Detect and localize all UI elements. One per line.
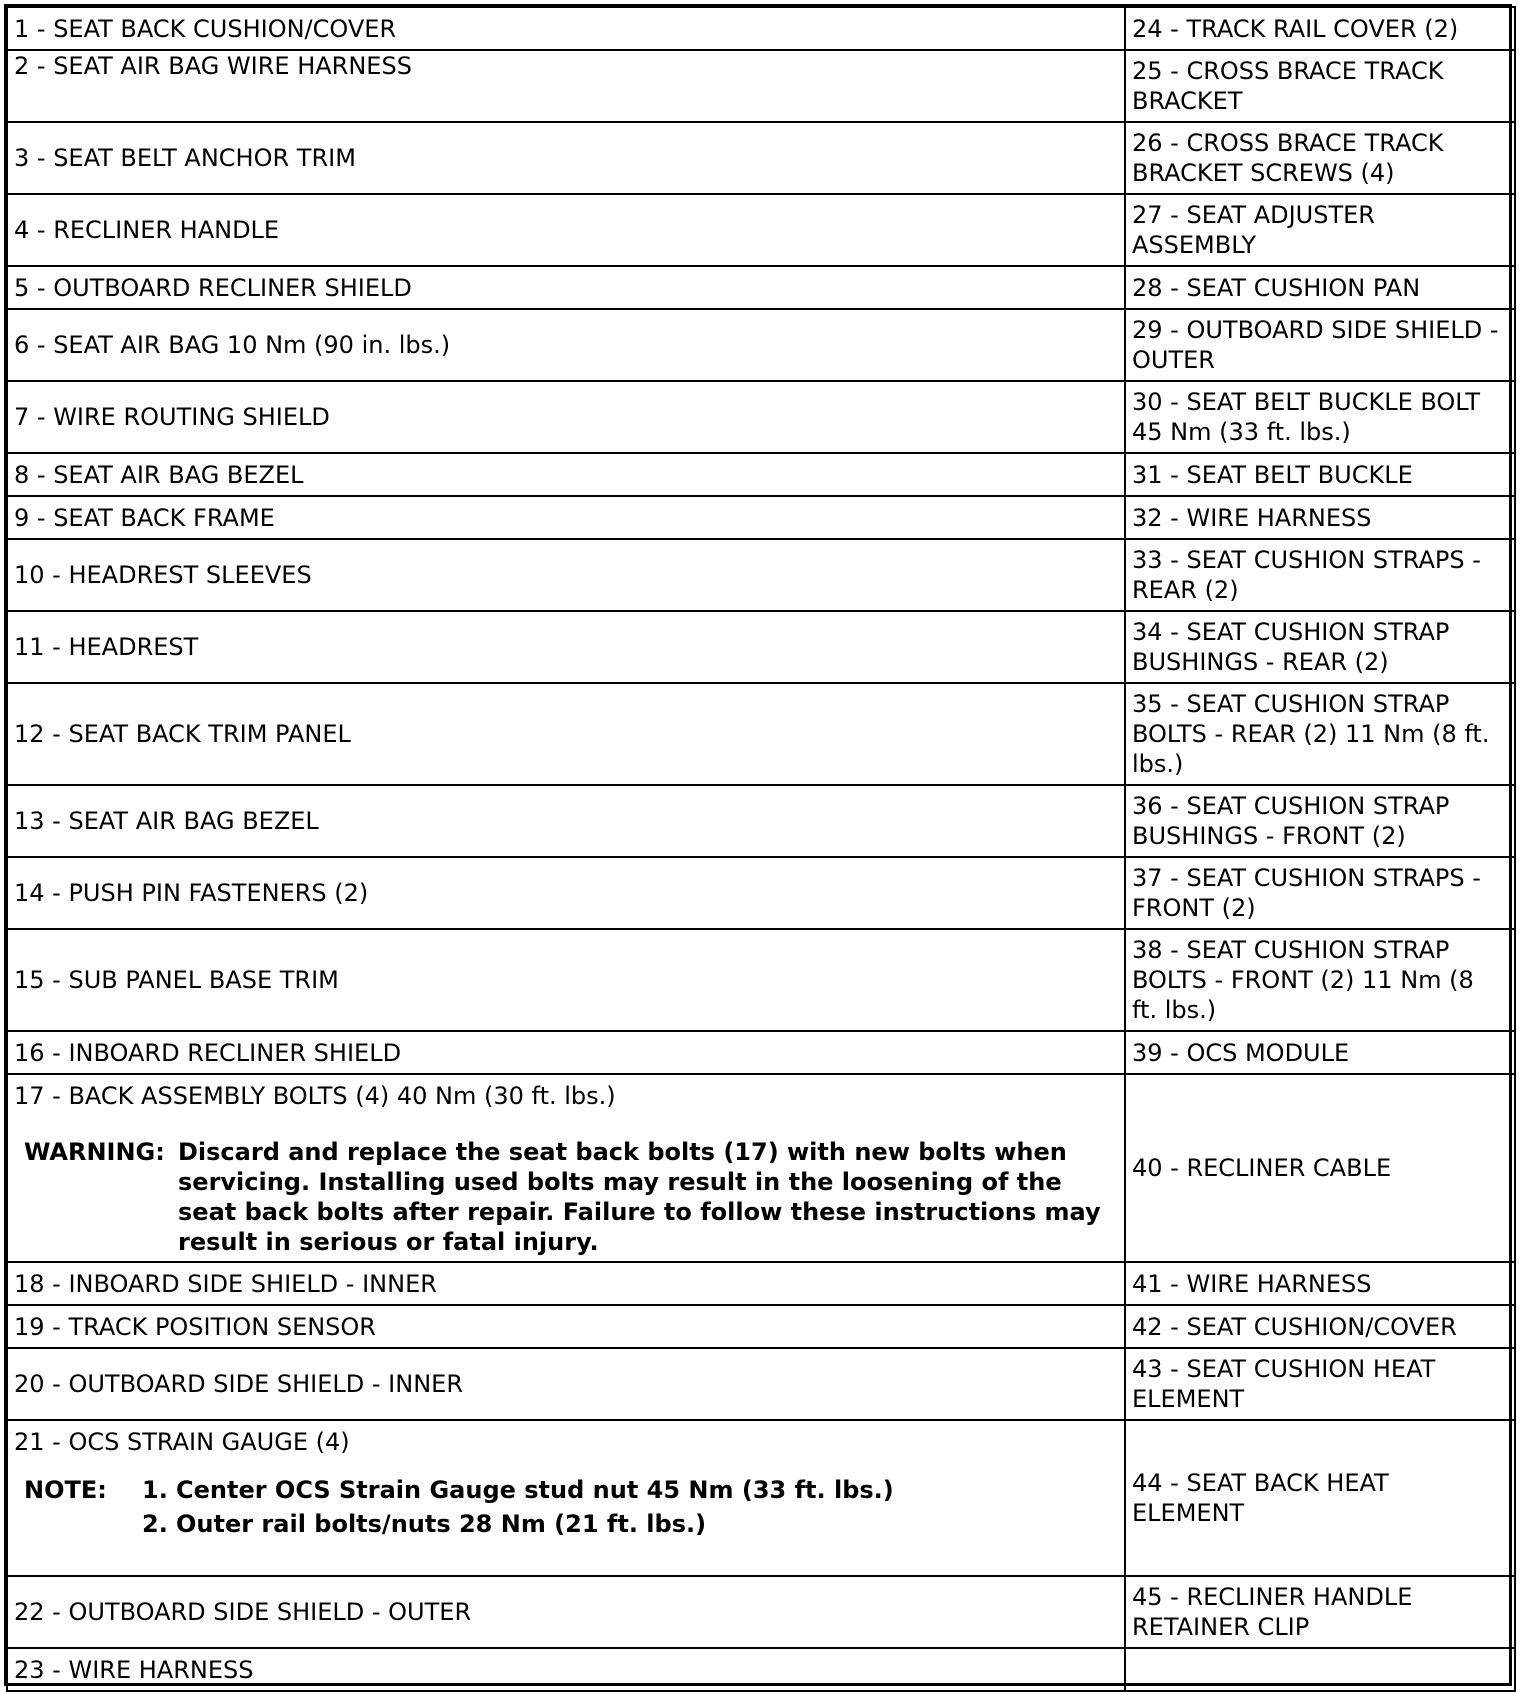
part-label: 33 - SEAT CUSHION STRAPS - REAR (2) bbox=[1125, 539, 1515, 611]
part-label: 37 - SEAT CUSHION STRAPS - FRONT (2) bbox=[1125, 857, 1515, 929]
part-label: 34 - SEAT CUSHION STRAP BUSHINGS - REAR (2) bbox=[1125, 611, 1515, 683]
note-number: 2. bbox=[142, 1510, 168, 1538]
note-number: 1. bbox=[142, 1476, 168, 1504]
part-cell-with-note bbox=[7, 1420, 1125, 1576]
table-row bbox=[7, 683, 1515, 785]
part-label: 35 - SEAT CUSHION STRAP BOLTS - REAR (2) 11 Nm (8 ft. lbs.) bbox=[1125, 683, 1515, 785]
note-block bbox=[24, 1475, 1116, 1539]
part-label: 27 - SEAT ADJUSTER ASSEMBLY bbox=[1125, 194, 1515, 266]
parts-legend-table bbox=[6, 6, 1516, 1692]
part-label: 8 - SEAT AIR BAG BEZEL bbox=[7, 453, 1125, 496]
table-row bbox=[7, 7, 1515, 50]
part-label: 7 - WIRE ROUTING SHIELD bbox=[7, 381, 1125, 453]
part-label: 11 - HEADREST bbox=[7, 611, 1125, 683]
part-label: 38 - SEAT CUSHION STRAP BOLTS - FRONT (2) 11 Nm (8 ft. lbs.) bbox=[1125, 929, 1515, 1031]
table-row bbox=[7, 453, 1515, 496]
part-label: 17 - BACK ASSEMBLY BOLTS (4) 40 Nm (30 ft. lbs.) bbox=[14, 1082, 616, 1110]
part-label: 16 - INBOARD RECLINER SHIELD bbox=[7, 1031, 1125, 1074]
part-label: 21 - OCS STRAIN GAUGE (4) bbox=[14, 1428, 350, 1456]
part-label: 1 - SEAT BACK CUSHION/COVER bbox=[7, 7, 1125, 50]
part-label: 43 - SEAT CUSHION HEAT ELEMENT bbox=[1125, 1348, 1515, 1420]
table-row bbox=[7, 496, 1515, 539]
part-label bbox=[1125, 1648, 1515, 1691]
part-label: 23 - WIRE HARNESS bbox=[7, 1648, 1125, 1691]
part-label: 22 - OUTBOARD SIDE SHIELD - OUTER bbox=[7, 1576, 1125, 1648]
warning-text: Discard and replace the seat back bolts (17) with new bolts when servicing. Installing used bolts may result in the loosening of the seat back bolts after repair. Failure to follow these instructions may result in serious or fatal injury. bbox=[178, 1138, 1101, 1256]
part-label: 44 - SEAT BACK HEAT ELEMENT bbox=[1125, 1420, 1515, 1576]
part-label: 2 - SEAT AIR BAG WIRE HARNESS bbox=[7, 50, 1125, 122]
table-row bbox=[7, 857, 1515, 929]
table-row-warning bbox=[7, 1074, 1515, 1262]
part-label: 12 - SEAT BACK TRIM PANEL bbox=[7, 683, 1125, 785]
note-list bbox=[142, 1475, 1116, 1539]
part-label: 28 - SEAT CUSHION PAN bbox=[1125, 266, 1515, 309]
part-label: 6 - SEAT AIR BAG 10 Nm (90 in. lbs.) bbox=[7, 309, 1125, 381]
part-label: 39 - OCS MODULE bbox=[1125, 1031, 1515, 1074]
table-row bbox=[7, 266, 1515, 309]
part-label: 5 - OUTBOARD RECLINER SHIELD bbox=[7, 266, 1125, 309]
part-label: 20 - OUTBOARD SIDE SHIELD - INNER bbox=[7, 1348, 1125, 1420]
table-row bbox=[7, 50, 1515, 122]
part-label: 19 - TRACK POSITION SENSOR bbox=[7, 1305, 1125, 1348]
part-label: 4 - RECLINER HANDLE bbox=[7, 194, 1125, 266]
part-label: 10 - HEADREST SLEEVES bbox=[7, 539, 1125, 611]
part-label: 13 - SEAT AIR BAG BEZEL bbox=[7, 785, 1125, 857]
table-row-note bbox=[7, 1420, 1515, 1576]
part-label: 30 - SEAT BELT BUCKLE BOLT 45 Nm (33 ft. lbs.) bbox=[1125, 381, 1515, 453]
part-label: 24 - TRACK RAIL COVER (2) bbox=[1125, 7, 1515, 50]
part-cell-with-warning bbox=[7, 1074, 1125, 1262]
note-label: NOTE: bbox=[24, 1476, 107, 1504]
part-label: 15 - SUB PANEL BASE TRIM bbox=[7, 929, 1125, 1031]
part-label: 9 - SEAT BACK FRAME bbox=[7, 496, 1125, 539]
table-row bbox=[7, 785, 1515, 857]
part-label: 40 - RECLINER CABLE bbox=[1125, 1074, 1515, 1262]
part-label: 41 - WIRE HARNESS bbox=[1125, 1262, 1515, 1305]
part-label: 29 - OUTBOARD SIDE SHIELD - OUTER bbox=[1125, 309, 1515, 381]
table-row bbox=[7, 1576, 1515, 1648]
part-label: 32 - WIRE HARNESS bbox=[1125, 496, 1515, 539]
part-label: 25 - CROSS BRACE TRACK BRACKET bbox=[1125, 50, 1515, 122]
part-label: 18 - INBOARD SIDE SHIELD - INNER bbox=[7, 1262, 1125, 1305]
table-row bbox=[7, 122, 1515, 194]
part-label: 42 - SEAT CUSHION/COVER bbox=[1125, 1305, 1515, 1348]
table-row bbox=[7, 1031, 1515, 1074]
part-label: 45 - RECLINER HANDLE RETAINER CLIP bbox=[1125, 1576, 1515, 1648]
table-row bbox=[7, 309, 1515, 381]
warning-block bbox=[24, 1137, 1116, 1257]
part-label: 31 - SEAT BELT BUCKLE bbox=[1125, 453, 1515, 496]
table-row bbox=[7, 194, 1515, 266]
part-label: 3 - SEAT BELT ANCHOR TRIM bbox=[7, 122, 1125, 194]
part-label: 14 - PUSH PIN FASTENERS (2) bbox=[7, 857, 1125, 929]
table-row bbox=[7, 1348, 1515, 1420]
table-row bbox=[7, 929, 1515, 1031]
part-label: 36 - SEAT CUSHION STRAP BUSHINGS - FRONT (2) bbox=[1125, 785, 1515, 857]
table-row bbox=[7, 1262, 1515, 1305]
note-text: Center OCS Strain Gauge stud nut 45 Nm (33 ft. lbs.) bbox=[176, 1476, 894, 1504]
table-row bbox=[7, 611, 1515, 683]
table-row bbox=[7, 539, 1515, 611]
note-text: Outer rail bolts/nuts 28 Nm (21 ft. lbs.) bbox=[176, 1510, 707, 1538]
table-row bbox=[7, 381, 1515, 453]
warning-label: WARNING: bbox=[24, 1138, 165, 1166]
table-row bbox=[7, 1305, 1515, 1348]
table-row bbox=[7, 1648, 1515, 1691]
part-label: 26 - CROSS BRACE TRACK BRACKET SCREWS (4) bbox=[1125, 122, 1515, 194]
